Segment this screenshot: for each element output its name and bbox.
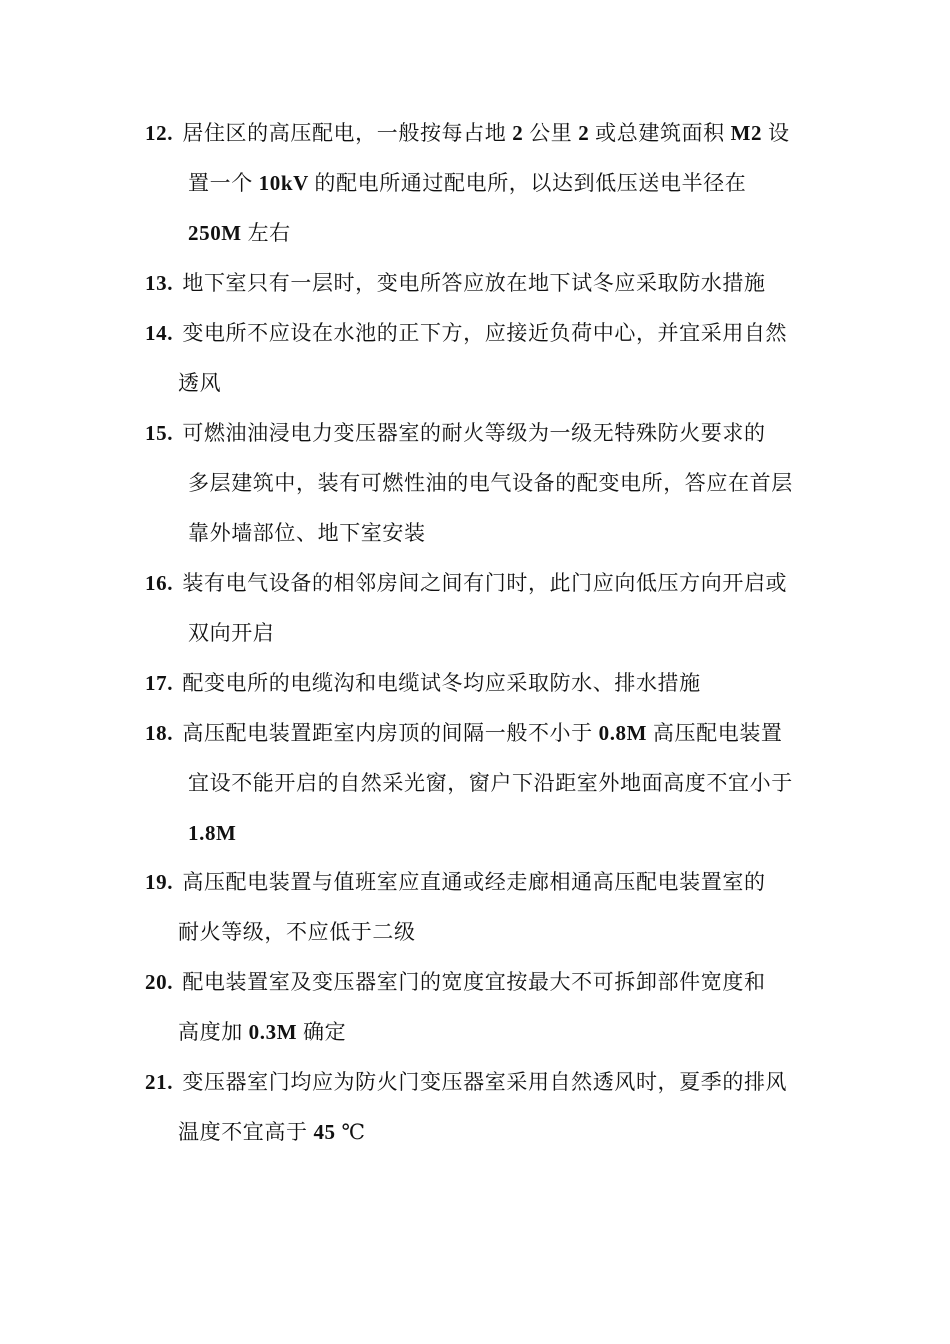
item-text: 配电装置室及变压器室门的宽度宜按最大不可拆卸部件宽度和 xyxy=(182,970,766,994)
item-number: 20. xyxy=(145,970,174,994)
list-item-continuation xyxy=(188,818,236,848)
item-text: 温度不宜高于 xyxy=(178,1120,308,1144)
item-text: 高度加 xyxy=(178,1020,243,1044)
item-number: 16. xyxy=(145,571,174,595)
item-text: 装有电气设备的相邻房间之间有门时，此门应向低压方向开启或 xyxy=(182,571,788,595)
list-item xyxy=(145,568,787,598)
item-text: 居住区的高压配电，一般按每占地 xyxy=(182,121,507,145)
list-item-continuation xyxy=(188,468,793,498)
bold-value: 45 xyxy=(307,1120,342,1144)
bold-value: 2 xyxy=(572,121,596,145)
item-number: 13. xyxy=(145,271,174,295)
item-text: 高压配电装置 xyxy=(652,721,783,745)
item-text: 可燃油油浸电力变压器室的耐火等级为一级无特殊防火要求的 xyxy=(182,421,766,445)
item-text: 置一个 xyxy=(188,171,253,195)
bold-value: 0.8M xyxy=(592,721,653,745)
item-text: 地下室只有一层时，变电所答应放在地下试冬应采取防水措施 xyxy=(182,271,766,295)
list-item-continuation xyxy=(178,368,221,398)
list-item xyxy=(145,268,766,298)
item-number: 18. xyxy=(145,721,174,745)
list-item xyxy=(145,668,701,698)
list-item xyxy=(145,718,783,748)
list-item xyxy=(145,967,766,997)
bold-value: 10kV xyxy=(252,171,315,195)
item-text: 高压配电装置距室内房顶的间隔一般不小于 xyxy=(182,721,593,745)
bold-value: 250M xyxy=(188,221,248,245)
item-text: 确定 xyxy=(302,1020,347,1044)
item-number: 17. xyxy=(145,671,174,695)
item-text: 公里 xyxy=(529,121,573,145)
list-item-continuation xyxy=(178,1017,346,1047)
item-number: 12. xyxy=(145,121,174,145)
bold-value: 2 xyxy=(506,121,530,145)
list-item-continuation xyxy=(178,1117,366,1147)
list-item-continuation xyxy=(188,518,426,548)
item-text: 高压配电装置与值班室应直通或经走廊相通高压配电装置室的 xyxy=(182,870,766,894)
item-text: 多层建筑中，装有可燃性油的电气设备的配变电所，答应在首层 xyxy=(188,471,793,495)
list-item xyxy=(145,1067,787,1097)
item-text: 透风 xyxy=(178,371,222,395)
item-text: 变压器室门均应为防火门变压器室采用自然透风时，夏季的排风 xyxy=(182,1070,788,1094)
list-item-continuation xyxy=(188,618,274,648)
bold-value: 0.3M xyxy=(242,1020,303,1044)
item-text: 左右 xyxy=(247,221,291,245)
item-text: 宜设不能开启的自然采光窗，窗户下沿距室外地面高度不宜小于 xyxy=(188,771,793,795)
item-text: 双向开启 xyxy=(188,621,275,645)
item-text: 耐火等级，不应低于二级 xyxy=(178,920,416,944)
list-item-continuation xyxy=(188,168,746,198)
list-item-continuation xyxy=(188,218,291,248)
item-text: ℃ xyxy=(341,1120,366,1144)
list-item xyxy=(145,318,787,348)
item-text: 的配电所通过配电所，以达到低压送电半径在 xyxy=(314,171,747,195)
item-text: 或总建筑面积 xyxy=(595,121,725,145)
item-text: 靠外墙部位、地下室安装 xyxy=(188,521,426,545)
item-number: 14. xyxy=(145,321,174,345)
item-text: 配变电所的电缆沟和电缆试冬均应采取防水、排水措施 xyxy=(182,671,701,695)
item-number: 19. xyxy=(145,870,174,894)
list-item xyxy=(145,118,790,148)
bold-value: M2 xyxy=(724,121,769,145)
item-number: 21. xyxy=(145,1070,174,1094)
item-number: 15. xyxy=(145,421,174,445)
list-item xyxy=(145,418,766,448)
item-text: 变电所不应设在水池的正下方，应接近负荷中心，并宜采用自然 xyxy=(182,321,788,345)
bold-value: 1.8M xyxy=(188,821,237,845)
list-item-continuation xyxy=(178,917,416,947)
item-text: 设 xyxy=(768,121,790,145)
list-item-continuation xyxy=(188,768,793,798)
list-item xyxy=(145,867,766,897)
